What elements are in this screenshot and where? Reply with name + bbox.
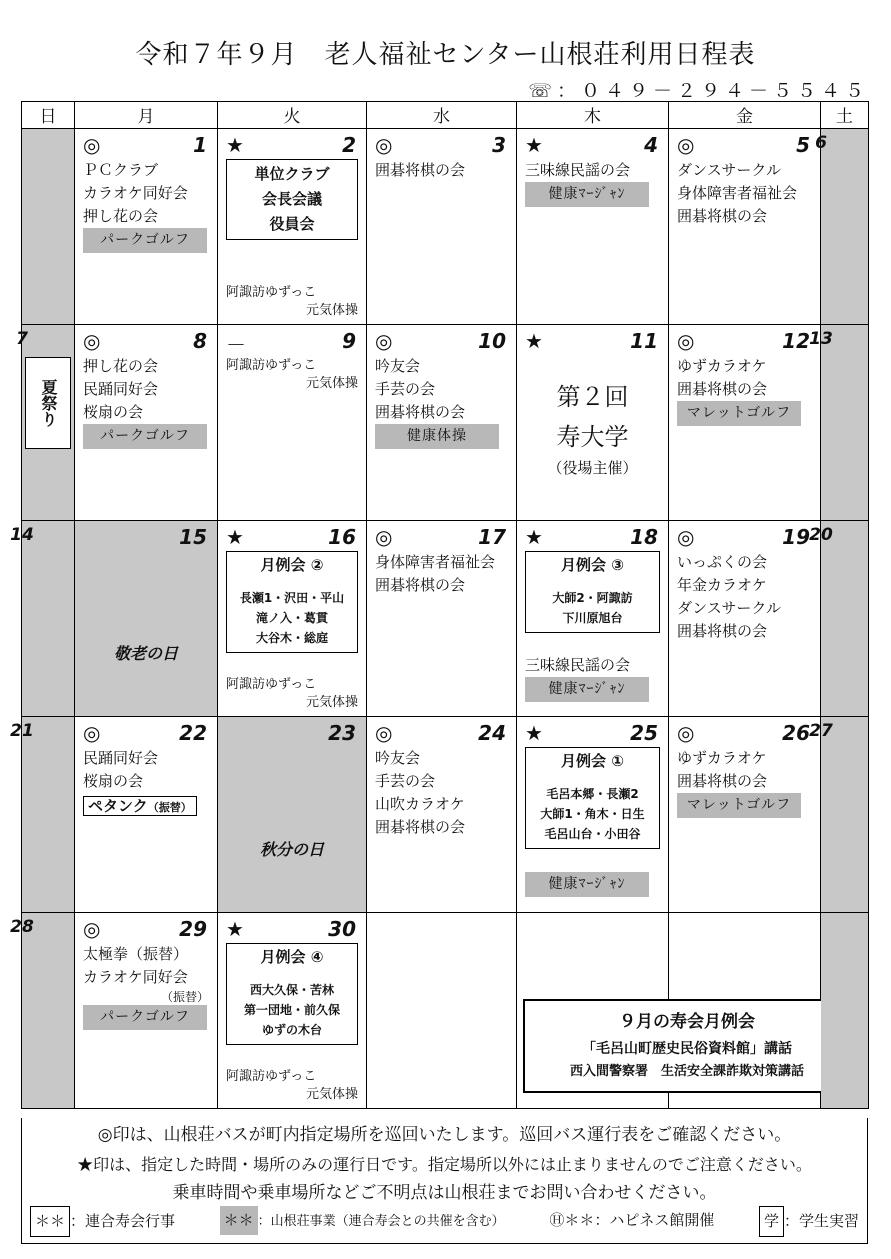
summer-festival-label: 夏祭り [25, 357, 71, 449]
day-number: 7 [16, 329, 28, 349]
note-line: ★印は、指定した時間・場所のみの運行日です。指定場所以外には止まりませんのでご注意ください。 [77, 1155, 812, 1174]
note-line: ◎印は、山根荘バスが町内指定場所を巡回いたします。巡回バス運行表をご確認ください。 [97, 1125, 792, 1145]
activity-item: 押し花の会 [83, 357, 159, 375]
meeting-box [525, 551, 660, 633]
day-cell-mon [75, 717, 218, 913]
calendar-week-row [22, 129, 869, 325]
day-number: 26 [782, 721, 810, 745]
activity-list [525, 872, 664, 897]
activity-item: 手芸の会 [375, 772, 436, 790]
activity-list [525, 654, 664, 702]
activity-item: ゆずカラオケ [677, 749, 767, 767]
bus-mark-icon: ◎ [677, 721, 695, 745]
bus-mark-icon: ★ [226, 525, 244, 549]
bus-mark-icon: ◎ [83, 133, 101, 157]
day-number: 8 [193, 329, 207, 353]
activity-item: 民踊同好会 [83, 380, 159, 398]
notes-panel [21, 1118, 868, 1244]
weekday-tue: 火 [218, 102, 367, 129]
activity-item: 囲碁将棋の会 [375, 818, 466, 836]
day-cell-tue [218, 913, 367, 1109]
activity-item: 桜扇の会 [83, 772, 144, 790]
weekday-sun: 日 [22, 102, 75, 129]
calendar-table [10, 101, 869, 1109]
day-cell-thu [517, 129, 669, 325]
activity-list [375, 747, 512, 839]
activity-item: カラオケ同好会 [83, 184, 188, 202]
holiday-label: 秋分の日 [259, 840, 324, 859]
badge-label: マレットゴルフ [677, 401, 801, 426]
weekday-thu: 木 [517, 102, 669, 129]
day-number: 25 [630, 721, 658, 745]
bus-mark-icon: ★ [226, 917, 244, 941]
day-number: 30 [328, 917, 356, 941]
day-cell-tue [218, 325, 367, 521]
day-number: 4 [644, 133, 658, 157]
district-line: 大師2・阿諏訪 [552, 591, 633, 605]
activity-list [83, 159, 213, 253]
day-number: 18 [630, 525, 658, 549]
legend-item: 学 ：学生実習 [759, 1206, 859, 1237]
meeting-title: 月例会 ④ [260, 948, 324, 966]
bus-mark-icon: ◎ [677, 329, 695, 353]
meeting-box [525, 747, 660, 849]
day-number: 3 [492, 133, 506, 157]
bus-mark-icon: ◎ [83, 917, 101, 941]
district-line: ゆずの木台 [261, 1023, 322, 1037]
bus-mark-icon: ◎ [677, 525, 695, 549]
day-number: 12 [782, 329, 810, 353]
day-cell-mon [75, 129, 218, 325]
day-cell-mon [75, 325, 218, 521]
day-cell-thu [517, 521, 669, 717]
day-cell-sat [809, 325, 869, 521]
district-line: 西大久保・苦林 [249, 983, 334, 997]
activity-item: ＰＣクラブ [83, 161, 159, 179]
day-cell-fri [669, 717, 821, 913]
day-cell-thu [517, 325, 669, 521]
meeting-box [226, 551, 358, 653]
day-cell-sat [809, 717, 869, 913]
meeting-title: 月例会 ② [260, 556, 324, 574]
badge-label: パークゴルフ [83, 424, 207, 449]
activity-item: 押し花の会 [83, 207, 159, 225]
activity-item: 囲碁将棋の会 [375, 576, 466, 594]
day-cell-fri [669, 129, 821, 325]
bus-mark-icon: ★ [525, 721, 543, 745]
legend-item: ＊＊ ：連合寿会行事 [30, 1206, 175, 1237]
day-cell-mon [75, 521, 218, 717]
activity-item: 三味線民謡の会 [525, 656, 631, 674]
bus-mark-icon: ★ [226, 133, 244, 157]
meeting-title: 月例会 ③ [561, 556, 624, 574]
day-cell-sun [10, 521, 75, 717]
day-number: 5 [796, 133, 810, 157]
day-cell-thu [517, 913, 804, 1109]
page-title: 令和７年９月 老人福祉センター山根荘利用日程表 [135, 40, 756, 70]
day-number: 2 [342, 133, 356, 157]
day-cell-tue [218, 129, 367, 325]
exercise-note: 阿諏訪ゆずっこ 元気体操 [226, 285, 358, 318]
bus-mark-icon: ◎ [375, 133, 393, 157]
day-number: 19 [782, 525, 810, 549]
day-cell-sun [22, 129, 75, 325]
day-cell-fri [669, 521, 821, 717]
day-number: 6 [815, 133, 827, 153]
day-cell-wed [367, 717, 517, 913]
bus-mark-icon: ★ [525, 329, 543, 353]
day-cell-wed [367, 325, 517, 521]
activity-item: ゆずカラオケ [677, 357, 767, 375]
day-cell-sun [10, 913, 75, 1109]
activity-item: 桜扇の会 [83, 403, 144, 421]
exercise-note: 阿諏訪ゆずっこ 元気体操 [226, 677, 358, 710]
badge-label: パークゴルフ [83, 228, 207, 253]
activity-list [83, 943, 213, 1030]
day-number: 28 [10, 917, 34, 937]
day-cell-sat [821, 913, 869, 1109]
bus-mark-icon: ★ [525, 525, 543, 549]
activity-item: 吟友会 [375, 357, 421, 375]
badge-label: マレットゴルフ [677, 793, 801, 818]
activity-item: 囲碁将棋の会 [677, 380, 768, 398]
note-line: 乗車時間や乗車場所などご不明点は山根荘までお問い合わせください。 [172, 1183, 717, 1203]
meeting-box [226, 943, 358, 1045]
day-cell-fri [669, 325, 821, 521]
activity-item: 囲碁将棋の会 [375, 161, 466, 179]
activity-item: いっぷくの会 [677, 553, 768, 571]
day-number: 14 [10, 525, 34, 545]
day-number: 10 [478, 329, 506, 353]
holiday-label: 敬老の日 [113, 644, 178, 663]
activity-item: 手芸の会 [375, 380, 436, 398]
exercise-note: 阿諏訪ゆずっこ 元気体操 [226, 1069, 358, 1102]
day-number: 16 [328, 525, 356, 549]
day-cell-sun [10, 717, 75, 913]
badge-label: 健康体操 [375, 424, 499, 449]
activity-list [375, 159, 512, 182]
district-line: 第一団地・前久保 [243, 1003, 340, 1017]
day-cell-sat [815, 129, 869, 325]
activity-item: 囲碁将棋の会 [375, 403, 466, 421]
activity-list [677, 355, 816, 426]
district-line: 長瀬1・沢田・平山 [239, 591, 345, 605]
activity-item: 身体障害者福祉会 [375, 553, 496, 571]
day-number: 22 [179, 721, 207, 745]
district-line: 下川原旭台 [562, 611, 623, 625]
day-cell-fri [669, 913, 821, 1109]
badge-label: 健康ﾏｰｼﾞｬﾝ [525, 677, 649, 702]
activity-item: 囲碁将棋の会 [677, 207, 768, 225]
legend-item: ＊＊ ：山根荘事業（連合寿会との共催を含む） [220, 1206, 505, 1237]
activity-list [677, 747, 816, 818]
day-number: 20 [809, 525, 833, 545]
activity-item: 身体障害者福祉会 [677, 184, 798, 202]
day-number: 13 [809, 329, 833, 349]
district-line: 毛呂本郷・長瀬2 [546, 787, 639, 801]
day-number: 11 [630, 329, 658, 353]
day-cell-wed [367, 129, 517, 325]
district-line: 大谷木・総庭 [255, 631, 328, 645]
activity-item: 三味線民謡の会 [525, 161, 631, 179]
day-cell-wed [367, 913, 517, 1109]
day-cell-mon [75, 913, 218, 1109]
weekday-header-row [22, 102, 869, 129]
district-line: 毛呂山台・小田谷 [544, 827, 641, 841]
activity-item: 囲碁将棋の会 [677, 622, 768, 640]
activity-item: （振替） [160, 990, 209, 1004]
calendar-week-row [22, 717, 869, 913]
activity-item: カラオケ同好会 [83, 968, 188, 986]
calendar-week-row [22, 521, 869, 717]
kotobuki-university: 第２回 寿大学 （役場主催） [547, 383, 638, 477]
meeting-line: 役員会 [269, 215, 315, 233]
activity-list [375, 355, 512, 449]
activity-list [83, 747, 213, 819]
calendar-week-row [22, 325, 869, 521]
day-cell-thu [517, 717, 669, 913]
bus-mark-icon: ◎ [375, 329, 393, 353]
activity-item: ダンスサークル [677, 599, 781, 617]
activity-item: 民踊同好会 [83, 749, 159, 767]
exercise-note: 阿諏訪ゆずっこ 元気体操 [226, 358, 358, 391]
legend [30, 1206, 859, 1237]
activity-item: 年金カラオケ [677, 576, 767, 594]
bus-mark-icon: ◎ [83, 721, 101, 745]
activity-item: 山吹カラオケ [375, 795, 465, 813]
day-number: 29 [179, 917, 207, 941]
badge-label: 健康ﾏｰｼﾞｬﾝ [525, 182, 649, 207]
weekday-sat: 土 [821, 102, 869, 129]
day-cell-tue [218, 521, 367, 717]
calendar-week-row [22, 913, 869, 1109]
activity-list [677, 159, 816, 228]
meeting-box [226, 159, 358, 240]
bus-mark-icon: ◎ [375, 721, 393, 745]
day-number: 21 [10, 721, 34, 741]
badge-label: 健康ﾏｰｼﾞｬﾝ [525, 872, 649, 897]
day-number: 27 [809, 721, 833, 741]
meeting-line: 単位クラブ [254, 165, 330, 183]
bus-mark-icon: ★ [525, 133, 543, 157]
district-line: 大師1・角木・日生 [540, 807, 645, 821]
weekday-fri: 金 [669, 102, 821, 129]
activity-item: ダンスサークル [677, 161, 781, 179]
bus-mark-icon: － [226, 333, 246, 357]
activity-item: 吟友会 [375, 749, 421, 767]
district-line: 滝ノ入・葛貫 [255, 611, 328, 625]
day-number: 24 [478, 721, 506, 745]
activity-list [525, 159, 664, 207]
activity-list [375, 551, 512, 597]
meeting-line: 会長会議 [261, 190, 322, 208]
day-cell-sat [809, 521, 869, 717]
bus-mark-icon: ◎ [677, 133, 695, 157]
activity-list [83, 355, 213, 449]
bus-mark-icon: ◎ [83, 329, 101, 353]
day-number: 1 [193, 133, 207, 157]
meeting-title: 月例会 ① [561, 752, 624, 770]
phone-number: ☏：０４９－２９４－５５４５ [528, 80, 869, 102]
day-number: 23 [328, 721, 356, 745]
day-cell-tue [218, 717, 367, 913]
day-cell-sun [16, 325, 75, 521]
weekday-wed: 水 [367, 102, 517, 129]
monthly-meeting-announcement: ９月の寿会月例会 「毛呂山町歴史民俗資料館」講話 西入間警察署 生活安全課詐欺対策講話 [523, 999, 851, 1093]
day-number: 15 [179, 525, 207, 549]
activity-item: 太極拳（振替） [83, 945, 189, 963]
bus-mark-icon: ◎ [375, 525, 393, 549]
activity-list [677, 551, 816, 643]
weekday-mon: 月 [75, 102, 218, 129]
day-cell-wed [367, 521, 517, 717]
badge-label: パークゴルフ [83, 1005, 207, 1030]
petanque-event: ペタンク（振替） [83, 795, 213, 819]
legend-item: Ⓗ＊＊：ハピネス館開催 [549, 1211, 715, 1229]
day-number: 9 [342, 329, 356, 353]
day-number: 17 [478, 525, 506, 549]
activity-item: 囲碁将棋の会 [677, 772, 768, 790]
